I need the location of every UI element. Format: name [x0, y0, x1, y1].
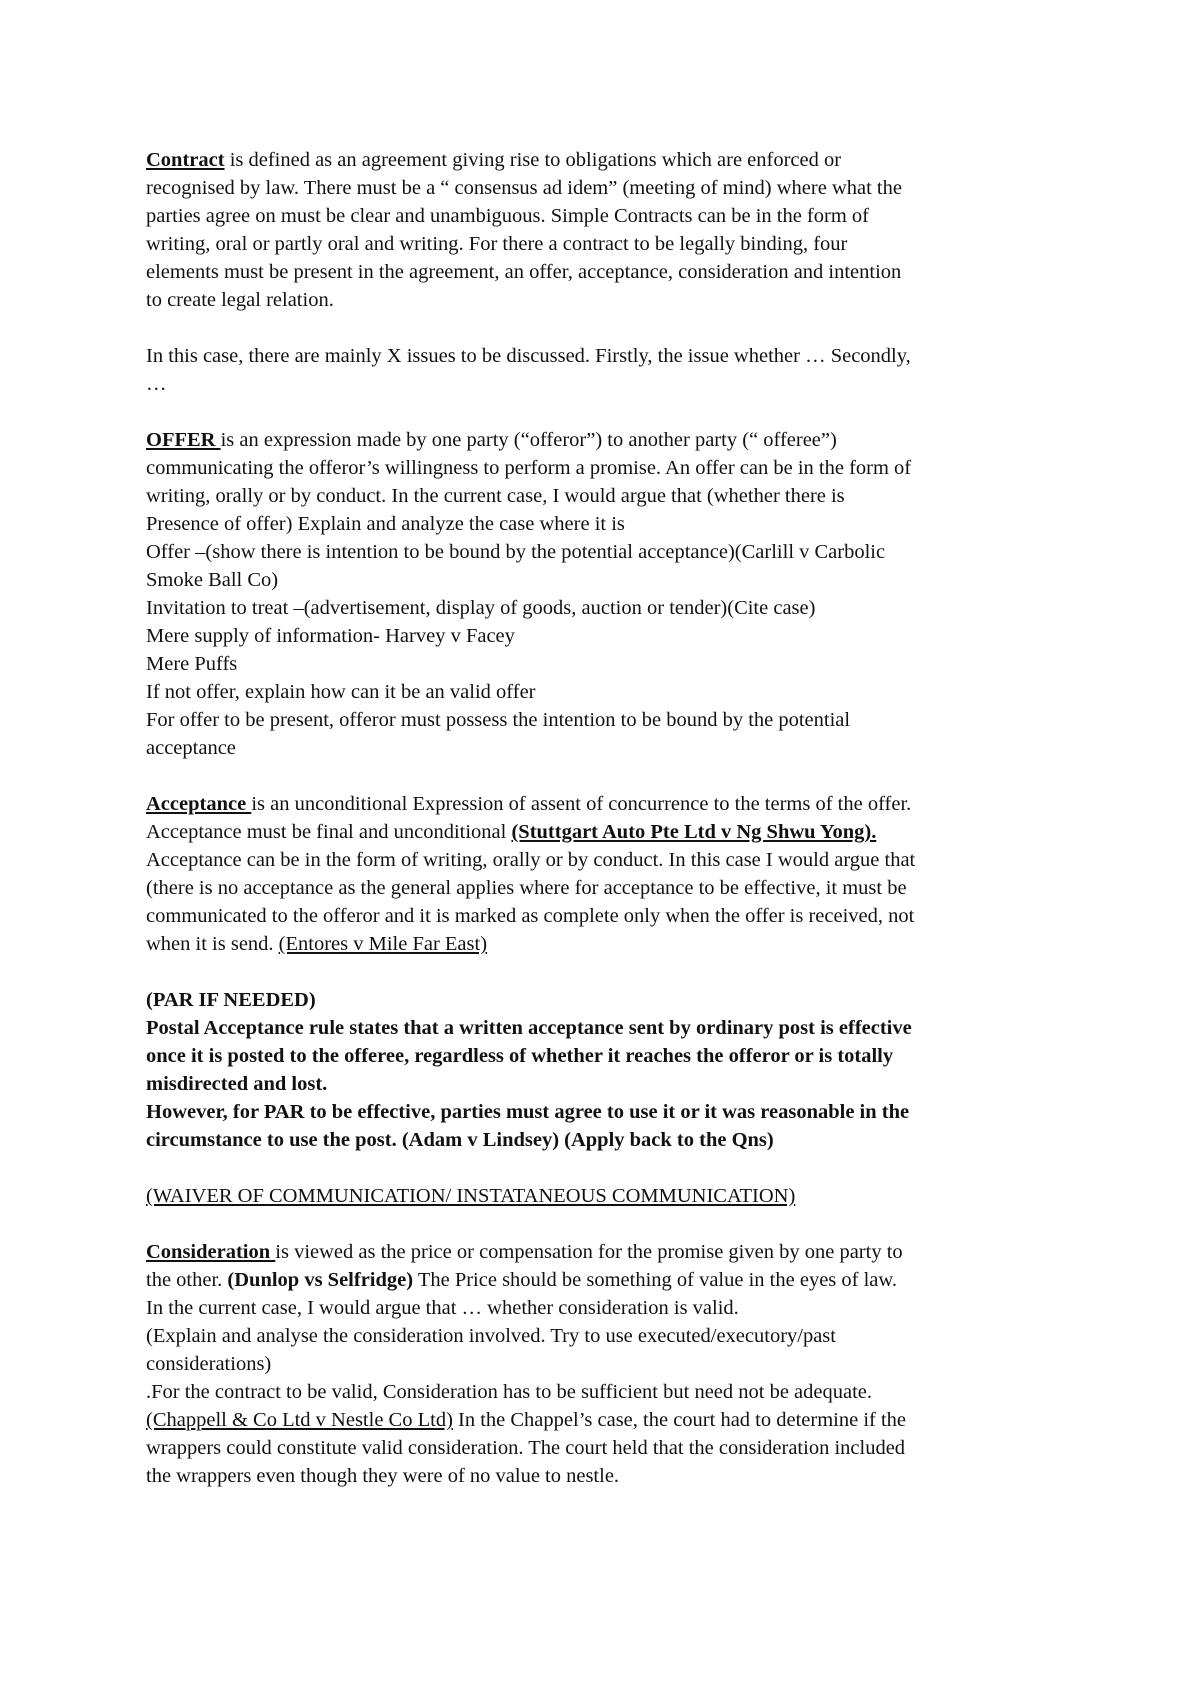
acceptance-line-2	[146, 818, 1076, 846]
issues-line-2: …	[146, 373, 167, 395]
consideration-line-6: .For the contract to be valid, Consideration has to be sufficient but need not be adequate.	[146, 1381, 873, 1403]
offer-line-8: Mere supply of information- Harvey v Facey	[146, 625, 515, 647]
case-stuttgart: (Stuttgart Auto Pte Ltd v Ng Shwu Yong).	[511, 821, 877, 843]
offer-line-12: acceptance	[146, 737, 236, 759]
offer-line-4: Presence of offer) Explain and analyze the case where it is	[146, 513, 625, 535]
waiver-heading: (WAIVER OF COMMUNICATION/ INSTATANEOUS COMMUNICATION)	[146, 1185, 796, 1207]
contract-term: Contract	[146, 149, 225, 171]
offer-line-5: Offer –(show there is intention to be bound by the potential acceptance)(Carlill v Carbolic	[146, 541, 886, 563]
acceptance-line-1	[146, 790, 1076, 818]
par-heading: (PAR IF NEEDED)	[146, 989, 316, 1011]
acceptance-line-5: communicated to the offeror and it is marked as complete only when the offer is received, not	[146, 905, 915, 927]
acceptance-line-4: (there is no acceptance as the general applies where for acceptance to be effective, it must be	[146, 877, 907, 899]
par-line-1: Postal Acceptance rule states that a written acceptance sent by ordinary post is effective	[146, 1017, 912, 1039]
contract-line-6: to create legal relation.	[146, 289, 334, 311]
contract-line-1	[146, 146, 1076, 174]
par-line-3: misdirected and lost.	[146, 1073, 328, 1095]
acceptance-text-1: is an unconditional Expression of assent of concurrence to the terms of the offer.	[251, 793, 912, 815]
par-line-4: However, for PAR to be effective, parties must agree to use it or it was reasonable in the	[146, 1101, 910, 1123]
offer-line-7: Invitation to treat –(advertisement, display of goods, auction or tender)(Cite case)	[146, 597, 816, 619]
acceptance-term: Acceptance	[146, 793, 252, 815]
offer-line-6: Smoke Ball Co)	[146, 569, 279, 591]
offer-line-2: communicating the offeror’s willingness to perform a promise. An offer can be in the form of	[146, 457, 912, 479]
offer-term: OFFER	[146, 429, 221, 451]
acceptance-paragraph	[146, 790, 1076, 958]
consideration-text-1: is viewed as the price or compensation for the promise given by one party to	[275, 1241, 903, 1263]
acceptance-text-2: Acceptance must be final and unconditional	[146, 821, 512, 843]
par-line-2: once it is posted to the offeree, regardless of whether it reaches the offeror or is totally	[146, 1045, 894, 1067]
par-paragraph	[146, 986, 1076, 1154]
document-body	[146, 146, 1076, 1518]
issues-paragraph	[146, 342, 1076, 398]
consideration-line-2	[146, 1266, 1076, 1294]
offer-paragraph	[146, 426, 1076, 762]
offer-text-1: is an expression made by one party (“offeror”) to another party (“ offeree”)	[220, 429, 837, 451]
consideration-term: Consideration	[146, 1241, 276, 1263]
consideration-paragraph	[146, 1238, 1076, 1490]
offer-line-3: writing, orally or by conduct. In the current case, I would argue that (whether there is	[146, 485, 845, 507]
case-chappell: (Chappell & Co Ltd v Nestle Co Ltd)	[146, 1409, 453, 1431]
contract-line-2: recognised by law. There must be a “ consensus ad idem” (meeting of mind) where what the	[146, 177, 902, 199]
consideration-line-8: wrappers could constitute valid consideration. The court held that the consideration included	[146, 1437, 906, 1459]
offer-line-11: For offer to be present, offeror must possess the intention to be bound by the potential	[146, 709, 851, 731]
consideration-text-2b: The Price should be something of value in the eyes of law.	[413, 1269, 897, 1291]
consideration-line-4: (Explain and analyse the consideration involved. Try to use executed/executory/past	[146, 1325, 836, 1347]
contract-line-3: parties agree on must be clear and unambiguous. Simple Contracts can be in the form of	[146, 205, 869, 227]
case-entores: (Entores v Mile Far East)	[278, 933, 488, 955]
offer-line-10: If not offer, explain how can it be an valid offer	[146, 681, 536, 703]
par-line-5: circumstance to use the post. (Adam v Lindsey) (Apply back to the Qns)	[146, 1129, 774, 1151]
consideration-line-1	[146, 1238, 1076, 1266]
contract-text-1: is defined as an agreement giving rise to obligations which are enforced or	[224, 149, 842, 171]
consideration-text-7b: In the Chappel’s case, the court had to determine if the	[452, 1409, 907, 1431]
consideration-line-3: In the current case, I would argue that … whether consideration is valid.	[146, 1297, 739, 1319]
consideration-line-7	[146, 1406, 1076, 1434]
contract-line-5: elements must be present in the agreement, an offer, acceptance, consideration and intention	[146, 261, 902, 283]
offer-line-9: Mere Puffs	[146, 653, 238, 675]
consideration-line-9: the wrappers even though they were of no value to nestle.	[146, 1465, 620, 1487]
contract-line-4: writing, oral or partly oral and writing. For there a contract to be legally binding, four	[146, 233, 848, 255]
issues-line-1: In this case, there are mainly X issues to be discussed. Firstly, the issue whether … Secondly,	[146, 345, 911, 367]
consideration-line-5: considerations)	[146, 1353, 272, 1375]
acceptance-text-6: when it is send.	[146, 933, 279, 955]
offer-line-1	[146, 426, 1076, 454]
case-dunlop: (Dunlop vs Selfridge)	[227, 1269, 414, 1291]
consideration-text-2a: the other.	[146, 1269, 228, 1291]
acceptance-line-6	[146, 930, 1076, 958]
waiver-paragraph	[146, 1182, 1076, 1210]
contract-paragraph	[146, 146, 1076, 314]
acceptance-line-3: Acceptance can be in the form of writing, orally or by conduct. In this case I would argue that	[146, 849, 916, 871]
